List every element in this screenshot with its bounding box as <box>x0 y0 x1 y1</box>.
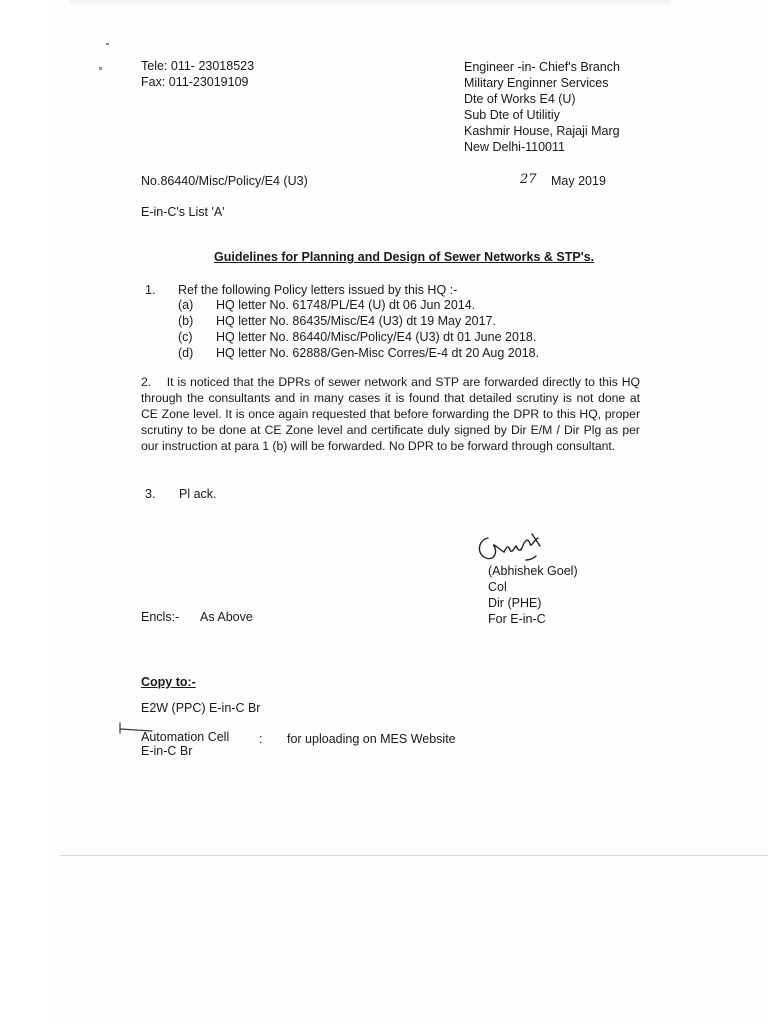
page-edge-line <box>60 855 768 856</box>
address-block <box>464 59 620 155</box>
address-line-4: Sub Dte of Utilitiy <box>464 108 560 122</box>
signatory-name: (Abhishek Goel) <box>488 564 578 578</box>
signatory-for: For E-in-C <box>488 612 546 626</box>
list-item <box>178 329 598 345</box>
item-label: (a) <box>178 298 194 312</box>
distribution-list: E-in-C's List 'A' <box>141 205 225 219</box>
item-text: HQ letter No. 61748/PL/E4 (U) dt 06 Jun 2014. <box>216 298 476 312</box>
para-1-intro: Ref the following Policy letters issued by this HQ :- <box>178 283 458 297</box>
address-line-1: Engineer -in- Chief's Branch <box>464 60 620 74</box>
copy-to-entry-2-branch: E-in-C Br <box>141 744 193 758</box>
list-item <box>178 313 598 329</box>
item-text: HQ letter No. 86435/Misc/E4 (U3) dt 19 May 2017. <box>216 314 496 328</box>
policy-letter-list <box>178 297 598 361</box>
fax-line: Fax: 011-23019109 <box>141 75 249 89</box>
reference-number: No.86440/Misc/Policy/E4 (U3) <box>141 174 308 188</box>
address-line-3: Dte of Works E4 (U) <box>464 92 576 106</box>
item-label: (b) <box>178 314 194 328</box>
list-item <box>178 345 598 361</box>
signatory-rank: Col <box>488 580 507 594</box>
date-day-handwritten: 27 <box>520 172 537 187</box>
signatory-appointment: Dir (PHE) <box>488 596 542 610</box>
page-top-edge <box>70 0 670 6</box>
enclosures-label: Encls:- <box>141 610 180 624</box>
list-item <box>178 297 598 313</box>
item-label: (c) <box>178 330 193 344</box>
copy-to-heading: Copy to:- <box>141 675 196 689</box>
address-line-5: Kashmir House, Rajaji Marg <box>464 124 620 138</box>
para-2-text: It is noticed that the DPRs of sewer network and STP are forwarded directly to this HQ through the consultants and in many cases it is found that detailed scrutiny is not done at CE Zone level. It is once again requested that before forwarding the DPR to this HQ, proper scrutiny to be done at CE Zone level and certificate duly signed by Dir E/M / Dir Plg as per our instruction at para 1 (b) will be forwarded. No DPR to be forward through consultant. <box>141 375 640 453</box>
copy-to-entry-2: Automation Cell <box>141 730 230 744</box>
address-line-2: Military Enginner Services <box>464 76 609 90</box>
item-text: HQ letter No. 86440/Misc/Policy/E4 (U3) dt 01 June 2018. <box>216 330 537 344</box>
copy-to-purpose: for uploading on MES Website <box>287 732 456 746</box>
para-3-number: 3. <box>145 487 156 501</box>
copy-to-entry-1: E2W (PPC) E-in-C Br <box>141 701 261 715</box>
item-text: HQ letter No. 62888/Gen-Misc Corres/E-4 dt 20 Aug 2018. <box>216 346 540 360</box>
document-page <box>55 0 768 1024</box>
para-2-number: 2. <box>141 375 152 389</box>
scan-speck <box>106 43 109 45</box>
para-3-text: Pl ack. <box>179 487 217 501</box>
telephone-line: Tele: 011- 23018523 <box>141 59 255 73</box>
date-month-year: May 2019 <box>551 174 606 188</box>
signatory-block <box>488 563 578 627</box>
contact-block <box>141 58 254 90</box>
copy-to-separator: : <box>259 732 263 746</box>
subject-heading: Guidelines for Planning and Design of Sewer Networks & STP's. <box>214 250 595 264</box>
para-1-number: 1. <box>145 283 156 297</box>
item-label: (d) <box>178 346 194 360</box>
para-2 <box>141 375 640 455</box>
handwritten-signature <box>474 530 548 566</box>
scan-speck <box>99 67 102 70</box>
enclosures-value: As Above <box>200 610 253 624</box>
address-line-6: New Delhi-110011 <box>464 140 565 154</box>
